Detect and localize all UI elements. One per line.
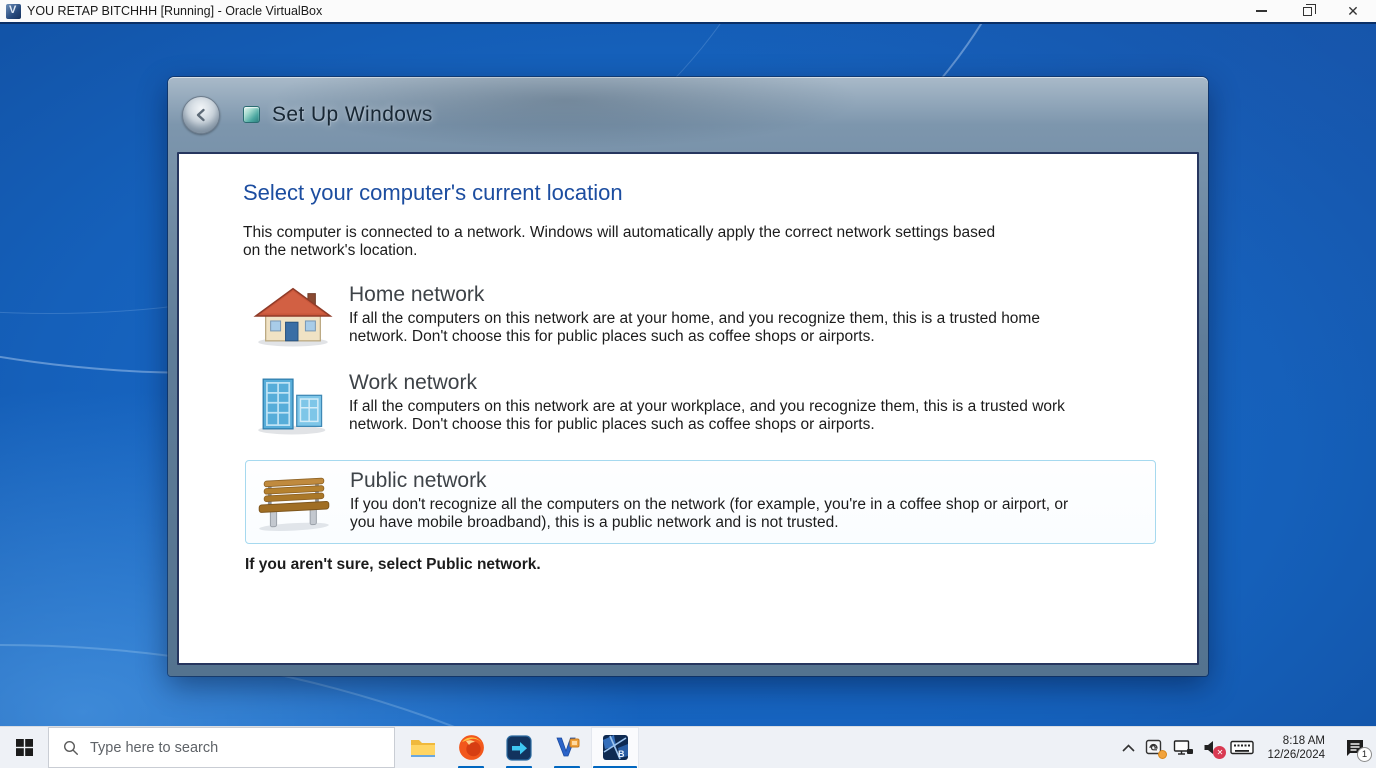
option-text [349,284,1089,348]
taskbar [0,726,1376,768]
page-title: Select your computer's current location [243,180,623,205]
virtualbox-icon [554,736,581,760]
pinned-apps [399,727,639,768]
taskbar-file-explorer[interactable] [399,727,447,768]
park-bench-icon [252,470,336,534]
window-title: YOU RETAP BITCHHH [Running] - Oracle VirtualBox [27,4,323,18]
tray-chevron-button[interactable] [1121,743,1136,753]
taskbar-virtualbox-vm-active[interactable] [591,727,639,768]
option-description: If all the computers on this network are at your workplace, and you recognize them, this is a trusted work network. Don't choose this for public places such as coffee shops or airports. [349,398,1065,433]
option-public-network[interactable] [252,470,1147,534]
taskbar-share-arrow-app[interactable] [495,727,543,768]
dialog-title: Set Up Windows [272,102,433,126]
option-title: Public network [350,469,487,492]
taskbar-clock[interactable] [1263,734,1329,762]
option-work-network[interactable] [251,372,1177,436]
firefox-icon [458,734,485,761]
tray-keyboard-button[interactable] [1230,739,1254,756]
titlebar [0,0,1376,22]
option-description: If you don't recognize all the computers on the network (for example, you're in a coffee shop or airport, or you have mobile broadband), this is a public network and is not trusted. [350,496,1069,531]
taskbar-search[interactable] [48,727,395,768]
taskbar-firefox[interactable] [447,727,495,768]
setup-windows-icon [243,106,260,123]
tray-network-button[interactable] [1173,739,1194,757]
search-icon [63,740,79,756]
virtualbox-logo-icon [6,4,21,19]
minimize-button[interactable] [1238,0,1284,22]
start-icon [16,739,33,756]
house-icon [251,284,335,348]
tray-app-alert-badge [1158,750,1167,759]
dialog-body [177,152,1199,665]
taskbar-virtualbox[interactable] [543,727,591,768]
clock-date: 12/26/2024 [1267,748,1325,761]
svg-text:B: B [617,749,624,759]
network-icon [1173,739,1194,757]
tray-volume-button[interactable] [1203,739,1224,757]
share-arrow-app-icon [506,735,532,761]
dialog-header [177,77,1199,152]
restore-button[interactable] [1284,0,1330,22]
system-tray [1121,727,1376,768]
tray-app-button[interactable] [1145,739,1164,757]
option-title: Work network [349,371,477,394]
touch-keyboard-icon [1230,739,1254,756]
option-public-network-selected[interactable] [245,460,1156,544]
network-options [243,284,1177,544]
back-button[interactable] [182,96,220,134]
notification-count-badge: 1 [1357,747,1372,762]
footer-note: If you aren't sure, select Public network. [245,556,541,573]
minimize-icon [1256,10,1267,12]
chevron-up-icon [1121,743,1136,753]
window-controls [1238,0,1376,22]
search-input[interactable] [90,740,360,756]
virtualbox-vm-icon [602,734,629,761]
file-explorer-icon [410,736,437,759]
start-button[interactable] [0,727,48,768]
option-description: If all the computers on this network are at your home, and you recognize them, this is a trusted home network. Don't choose this for public places such as coffee shops or airports. [349,310,1040,345]
option-home-network[interactable] [251,284,1177,348]
vm-display [0,22,1376,726]
action-center-button[interactable] [1344,738,1366,758]
office-buildings-icon [251,372,335,436]
clock-time: 8:18 AM [1282,734,1325,747]
option-text [350,470,1090,534]
close-button[interactable] [1330,0,1376,22]
volume-muted-badge: ✕ [1213,746,1226,759]
close-icon: ✕ [1347,3,1359,19]
restore-icon [1303,7,1312,16]
intro-text: This computer is connected to a network. Windows will automatically apply the correct network settings based on the network's location. [243,224,996,259]
option-text [349,372,1089,436]
back-arrow-icon [193,107,209,123]
setup-windows-dialog [168,77,1208,676]
option-title: Home network [349,283,485,306]
